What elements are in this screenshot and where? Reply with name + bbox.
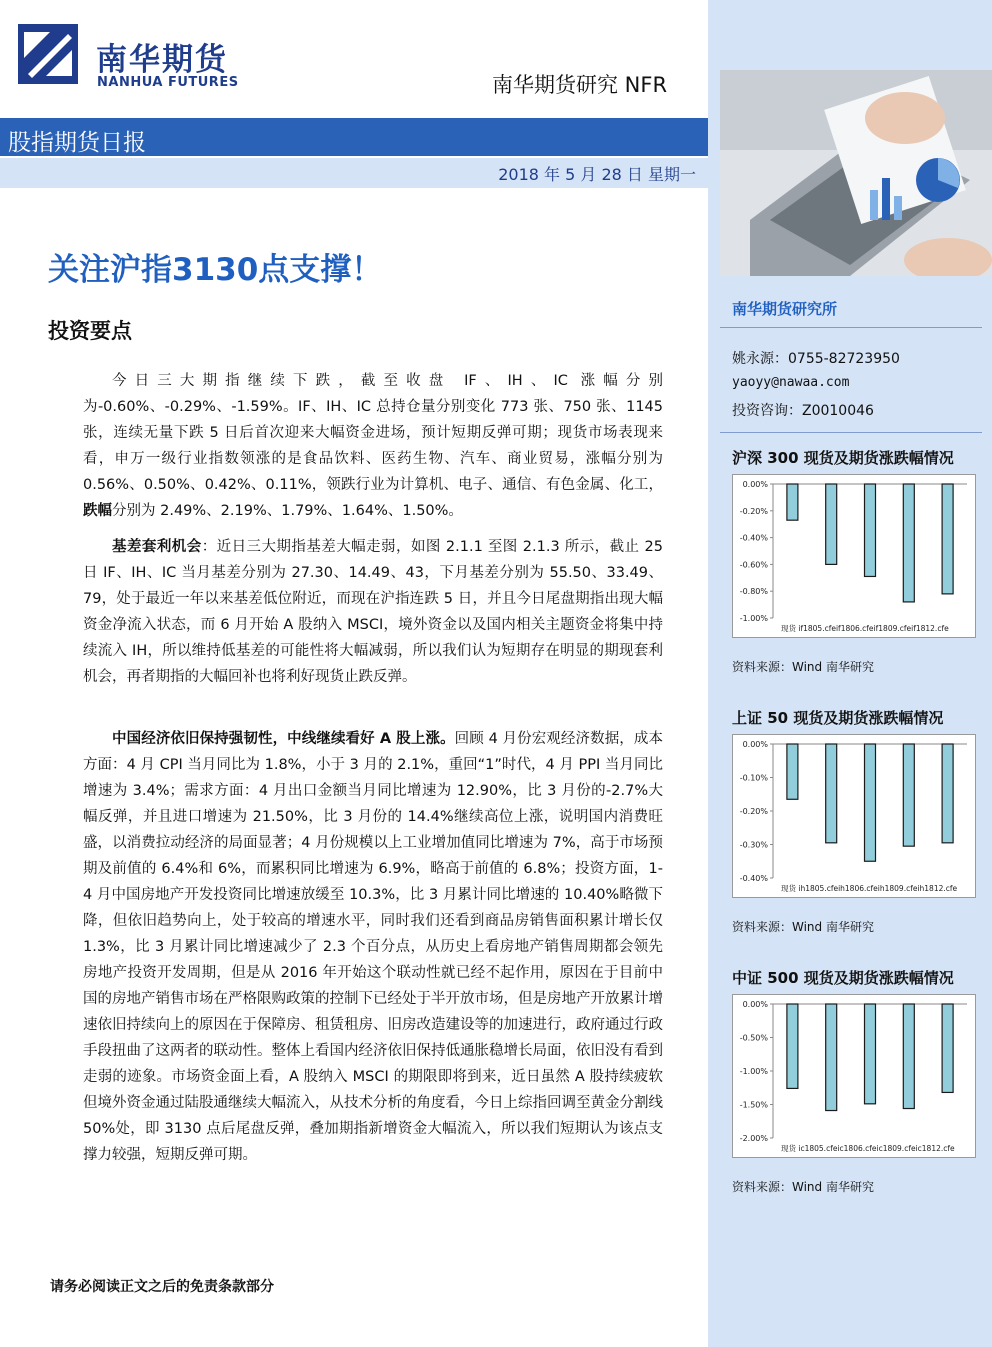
chart-frame-csi500 xyxy=(732,994,976,1158)
chart-frame-sse50 xyxy=(732,734,976,898)
chart-csi500 xyxy=(733,995,975,1157)
chart-title-sse50: 上证 50 现货及期货涨跌幅情况 xyxy=(732,709,944,727)
chart-csi300 xyxy=(733,475,975,637)
y-tick-label: -2.00% xyxy=(739,1134,768,1143)
y-tick-label: 0.00% xyxy=(742,1000,768,1009)
nanhua-logo-icon xyxy=(18,24,78,84)
x-tick-label: ih1806.cfe xyxy=(838,884,878,893)
y-tick-label: 0.00% xyxy=(742,480,768,489)
x-tick-label: ih1809.cfe xyxy=(877,884,918,893)
y-tick-label: -0.10% xyxy=(739,773,768,783)
y-tick-label: -1.00% xyxy=(739,1067,768,1076)
bar xyxy=(903,744,914,846)
y-tick-label: -0.60% xyxy=(739,560,768,570)
chart-title-csi500: 中证 500 现货及期货涨跌幅情况 xyxy=(732,969,954,987)
chart-sse50 xyxy=(733,735,975,897)
section-title: 投资要点 xyxy=(48,319,132,343)
logo-text-en: NANHUA FUTURES xyxy=(97,75,239,90)
paragraph-market-summary: 今日三大期指继续下跌，截至收盘 IF、IH、IC 涨幅分别为-0.60%、-0.29%、-1.59%。IF、IH、IC 总持仓量分别变化 773 张、750 张、1145 张，连续无量下跌 5 日后首次迎来大幅资金进场，预计短期反弹可期；现货市场表现来看，申万一级行业指数领涨的是食品饮料、医药生物、汽车、商业贸易，涨幅分别为 0.56%、0.50%、0.42%、0.11%，领跌行业为计算机、电子、通信、有色金属、化工，跌幅分别为 2.49%、2.19%、1.79%、1.64%、1.50%。 xyxy=(83,373,663,519)
x-tick-label: ic1805.cfe xyxy=(798,1144,838,1153)
x-tick-label: ic1809.cfe xyxy=(876,1144,916,1153)
analyst-email: yaoyy@nawaa.com xyxy=(732,375,850,390)
y-tick-label: -0.50% xyxy=(739,1033,768,1043)
paragraph-macro-outlook: 中国经济依旧保持强韧性，中线继续看好 A 股上涨。回顾 4 月份宏观经济数据，成本方面：4 月 CPI 当月同比为 1.8%，小于 3 月的 2.1%，重回“1”时代，4 月 PPI 当月同比增速为 3.4%；需求方面：4 月出口金额当月同比增速为 12.90%，比 3 月份的-2.7%大幅反弹，并且进口增速为 21.50%，比 3 月份的 14.4%继续高位上涨，说明国内消费旺盛，以消费拉动经济的局面显著；4 月份规模以上工业增加值同比增速为 7%，高于市场预期及前值的 6.4%和 6%，而累积同比增速为 6.9%，略高于前值的 6.8%；投资方面，1-4 月中国房地产开发投资同比增速放缓至 10.3%，比 3 月累计同比增速的 10.40%略微下降，但依旧趋势向上，处于较高的增速水平，同时我们还看到商品房销售面积累计增长仅 1.3%，比 3 月累计同比增速减少了 2.3 个百分点，从历史上看房地产销售周期都会领先房地产投资开发周期，但是从 2016 年开始这个联动性就已经不起作用，原因在于目前中国的房地产销售市场在严格限购政策的控制下已经处于半开放市场，但是房地产开放累计增速依旧持续向上的原因在于保障房、租赁租房、旧房改造建设等的加速进行，政府通过行政手段扭曲了这两者的联动性。整体上看国内经济依旧保持低通胀稳增长局面，依旧没有看到走弱的迹象。市场资金面上看，A 股纳入 MSCI 的期限即将到来，近日虽然 A 股持续疲软但境外资金通过陆股通继续大幅流入，从技术分析的角度看，今日上综指回调至黄金分割线 50%处，即 3130 点后尾盘反弹，叠加期指新增资金大幅流入，所以我们短期认为该点支撑力较强，短期反弹可期。 xyxy=(83,731,663,1163)
bar xyxy=(942,1004,953,1092)
report-type-label: 股指期货日报 xyxy=(8,130,146,156)
institute-name: 南华期货研究所 xyxy=(732,300,838,318)
x-tick-label: if1805.cfe xyxy=(798,624,836,633)
bar xyxy=(865,1004,876,1104)
x-tick-label: if1806.cfe xyxy=(835,624,874,633)
report-date: 2018 年 5 月 28 日 星期一 xyxy=(498,165,696,184)
headline: 关注沪指3130点支撑！ xyxy=(48,252,383,288)
x-tick-labels xyxy=(781,883,958,893)
bar xyxy=(903,484,914,602)
y-tick-label: -1.00% xyxy=(739,614,768,623)
x-tick-label: if1812.cfe xyxy=(911,624,949,633)
divider xyxy=(720,432,982,433)
bar xyxy=(787,1004,798,1088)
x-tick-label: ih1812.cfe xyxy=(917,884,958,893)
chart-source: 资料来源：Wind 南华研究 xyxy=(732,1180,874,1194)
x-tick-label: ic1806.cfe xyxy=(837,1144,877,1153)
y-tick-label: -0.80% xyxy=(739,587,768,597)
bar xyxy=(826,1004,837,1111)
bar xyxy=(787,484,798,520)
y-tick-label: -0.30% xyxy=(739,840,768,850)
analyst-license: 投资咨询：Z0010046 xyxy=(732,403,874,419)
x-tick-label: 现货 xyxy=(781,624,799,633)
y-tick-label: -0.20% xyxy=(739,506,768,516)
chart-source: 资料来源：Wind 南华研究 xyxy=(732,660,874,674)
research-series-title: 南华期货研究 NFR xyxy=(492,73,668,97)
paragraph-basis-arbitrage: 基差套利机会：近日三大期指基差大幅走弱，如图 2.1.1 至图 2.1.3 所示，截止 25 日 IF、IH、IC 当月基差分别为 27.30、14.49、43，下月基差分别为 55.50、33.49、79，处于最近一年以来基差低位附近，而现在沪指连跌 5 日，并且今日尾盘期指出现大幅资金净流入状态，而 6 月开始 A 股纳入 MSCI，境外资金以及国内相关主题资金将集中持续流入 IH，所以维持低基差的可能性将大幅减弱，所以我们认为短期存在明显的期现套利机会，再者期指的大幅回补也将利好现货止跌反弹。 xyxy=(83,539,663,685)
laptop-photo-image xyxy=(720,70,992,276)
bar xyxy=(865,744,876,861)
bar xyxy=(826,484,837,564)
x-tick-labels xyxy=(781,623,949,633)
x-tick-label: ih1805.cfe xyxy=(798,884,839,893)
x-tick-label: if1809.cfe xyxy=(873,624,912,633)
x-tick-label: ic1812.cfe xyxy=(915,1144,955,1153)
bar xyxy=(942,484,953,594)
x-tick-label: 现货 xyxy=(781,1144,799,1153)
logo-text-cn: 南华期货 xyxy=(96,42,228,78)
chart-frame-csi300 xyxy=(732,474,976,638)
y-tick-label: -0.20% xyxy=(739,807,768,816)
divider xyxy=(720,327,982,328)
bar xyxy=(903,1004,914,1109)
analyst-contact: 姚永源：0755-82723950 xyxy=(732,351,900,367)
bar xyxy=(787,744,798,799)
x-tick-label: 现货 xyxy=(781,884,799,893)
y-tick-label: 0.00% xyxy=(742,740,768,749)
y-tick-label: -1.50% xyxy=(739,1100,768,1110)
bar xyxy=(942,744,953,843)
bar xyxy=(826,744,837,843)
y-tick-label: -0.40% xyxy=(739,874,768,883)
chart-source: 资料来源：Wind 南华研究 xyxy=(732,920,874,934)
disclaimer-note: 请务必阅读正文之后的免责条款部分 xyxy=(50,1279,274,1295)
y-tick-label: -0.40% xyxy=(739,533,768,543)
x-tick-labels xyxy=(781,1143,955,1153)
bar xyxy=(865,484,876,576)
chart-title-csi300: 沪深 300 现货及期货涨跌幅情况 xyxy=(732,449,954,467)
